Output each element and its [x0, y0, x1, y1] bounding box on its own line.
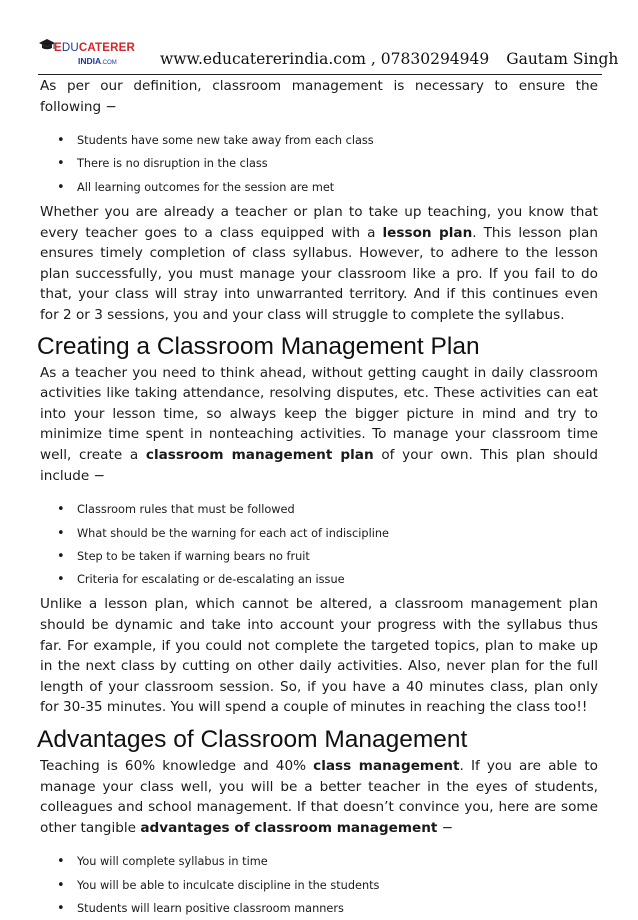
header-contact [160, 50, 618, 68]
advantages-term: advantages of classroom management [140, 819, 438, 836]
logo-subtext: INDIA.COM [78, 56, 117, 66]
list-item: • You will be able to inculcate discipline in the students [40, 874, 598, 897]
page-header [38, 36, 619, 75]
lesson-plan-term: lesson plan [382, 224, 473, 241]
intro-list [40, 129, 598, 199]
header-website[interactable]: www.educatererindia.com [160, 50, 366, 68]
list-item: • All learning outcomes for the session are met [40, 176, 598, 199]
logo-wordmark: EDUCATERER [54, 42, 136, 54]
plan-list [40, 498, 598, 591]
advantages-paragraph: Teaching is 60% knowledge and 40% class management. If you are able to manage your class well, you will be a better teacher in the eyes of students, colleagues and school management. If that doesn’t convince you, here are some other tangible advantages of classroom management − [40, 757, 598, 836]
section-heading-plan: Creating a Classroom Management Plan [37, 332, 480, 360]
advantages-list [40, 850, 598, 920]
educaterer-logo [38, 38, 150, 72]
list-item: • You will complete syllabus in time [40, 850, 598, 873]
section-heading-advantages: Advantages of Classroom Management [37, 725, 468, 753]
intro-paragraph: As per our definition, classroom management is necessary to ensure the following − [40, 78, 598, 115]
list-item: • There is no disruption in the class [40, 152, 598, 175]
dynamic-plan-paragraph: Unlike a lesson plan, which cannot be altered, a classroom management plan should be dynamic and take into account your progress with the syllabus thus far. For example, if you could not complete the targeted topics, plan to make up in the next class by cutting on other daily activities. Also, never plan for the full length of your classroom session. So, if you have a 40 minutes class, plan only for 30-35 minutes. You will spend a couple of minutes in reaching the class too!! [40, 596, 598, 716]
lesson-plan-paragraph: Whether you are already a teacher or plan to take up teaching, you know that every teacher goes to a class equipped with a lesson plan. This lesson plan ensures timely completion of class syllabus. However, to adhere to the lesson plan successfully, you must manage your classroom like a pro. If you fail to do that, your class will stray into unwarranted territory. And if this continues even for 2 or 3 sessions, you and your class will struggle to complete the syllabus. [40, 204, 598, 324]
document-body [37, 76, 598, 920]
list-item: • Students have some new take away from each class [40, 129, 598, 152]
list-item: • Classroom rules that must be followed [40, 498, 598, 521]
plan-paragraph: As a teacher you need to think ahead, without getting caught in daily classroom activities like taking attendance, resolving disputes, etc. These activities can eat into your lesson time, so always keep the bigger picture in mind and try to minimize time spent in nonteaching activities. To manage your classroom time well, create a classroom management plan of your own. This plan should include − [40, 364, 598, 484]
list-item: • What should be the warning for each act of indiscipline [40, 522, 598, 545]
classroom-management-plan-term: classroom management plan [145, 447, 374, 464]
header-author: Gautam Singh [506, 50, 619, 68]
header-phone: , 07830294949 [370, 50, 490, 68]
list-item: • Criteria for escalating or de-escalating an issue [40, 568, 598, 591]
class-management-term: class management [313, 757, 460, 774]
list-item: • Students will learn positive classroom manners [40, 897, 598, 920]
list-item: • Step to be taken if warning bears no fruit [40, 545, 598, 568]
